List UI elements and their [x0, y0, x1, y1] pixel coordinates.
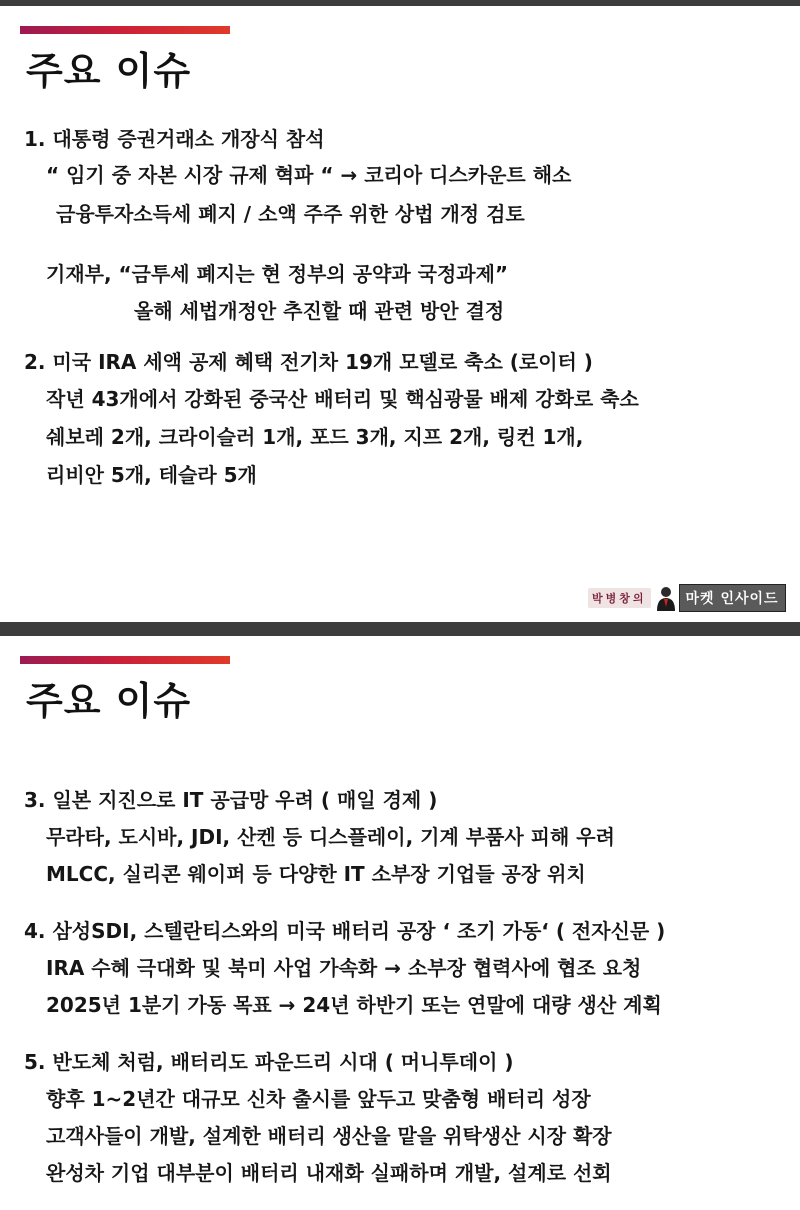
slide-2	[0, 636, 800, 1210]
issue-4-heading: 4. 삼성SDI, 스텔란티스와의 미국 배터리 공장 ‘ 조기 가동‘ ( 전자신문 )	[24, 919, 666, 943]
title-accent-bar	[20, 656, 230, 664]
issue-1-detail: 기재부, “금투세 폐지는 현 정부의 공약과 국정과제”	[46, 262, 509, 286]
issue-5-detail: 향후 1~2년간 대규모 신차 출시를 앞두고 맞춤형 배터리 성장	[46, 1087, 591, 1111]
slide-1	[0, 6, 800, 622]
issue-5-detail: 고객사들이 개발, 설계한 배터리 생산을 맡을 위탁생산 시장 확장	[46, 1124, 612, 1148]
title-accent-bar	[20, 26, 230, 34]
issue-4-detail: 2025년 1분기 가동 목표 → 24년 하반기 또는 연말에 대량 생산 계획	[46, 993, 662, 1017]
issue-1-detail: 올해 세법개정안 추진할 때 관련 방안 결정	[134, 299, 505, 323]
logo-host-name: 박병창의	[588, 588, 651, 608]
issue-3-heading: 3. 일본 지진으로 IT 공급망 우려 ( 매일 경제 )	[24, 788, 438, 812]
issue-5-heading: 5. 반도체 처럼, 배터리도 파운드리 시대 ( 머니투데이 )	[24, 1050, 514, 1074]
host-avatar-icon	[655, 585, 677, 611]
logo-show-name: 마켓 인사이드	[679, 584, 786, 612]
issue-1-heading: 1. 대통령 증권거래소 개장식 참석	[24, 127, 325, 151]
issue-2-detail: 작년 43개에서 강화된 중국산 배터리 및 핵심광물 배제 강화로 축소	[46, 387, 639, 411]
issue-4-detail: IRA 수혜 극대화 및 북미 사업 가속화 → 소부장 협력사에 협조 요청	[46, 956, 642, 980]
slide-title: 주요 이슈	[26, 49, 192, 93]
issue-3-detail: 무라타, 도시바, JDI, 산켄 등 디스플레이, 기계 부품사 피해 우려	[46, 825, 615, 849]
issue-2-detail: 리비안 5개, 테슬라 5개	[46, 463, 257, 487]
issue-1-detail: 금융투자소득세 폐지 / 소액 주주 위한 상법 개정 검토	[56, 202, 525, 226]
issue-5-detail: 완성차 기업 대부분이 배터리 내재화 실패하며 개발, 설계로 선회	[46, 1161, 612, 1185]
slide-title: 주요 이슈	[26, 679, 192, 723]
issue-3-detail: MLCC, 실리콘 웨이퍼 등 다양한 IT 소부장 기업들 공장 위치	[46, 862, 586, 886]
issue-1-detail: “ 임기 중 자본 시장 규제 혁파 “ → 코리아 디스카운트 해소	[46, 163, 572, 187]
issue-2-heading: 2. 미국 IRA 세액 공제 혜택 전기차 19개 모델로 축소 (로이터 )	[24, 350, 593, 374]
channel-logo	[588, 584, 786, 612]
issue-2-detail: 쉐보레 2개, 크라이슬러 1개, 포드 3개, 지프 2개, 링컨 1개,	[46, 425, 584, 449]
